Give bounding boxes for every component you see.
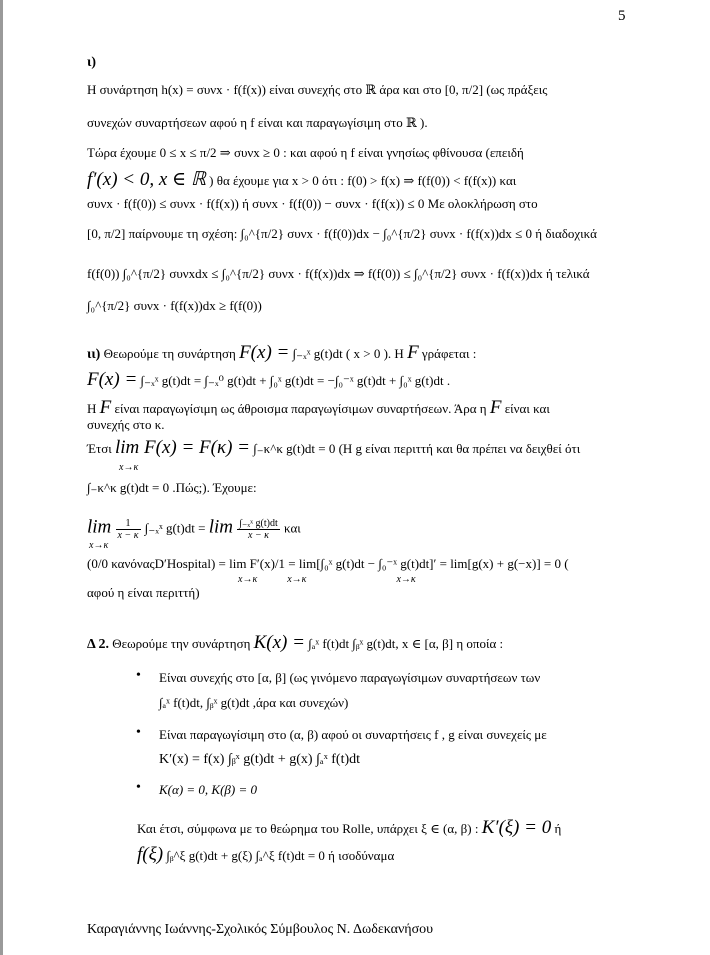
footer-author: Καραγιάννης Ιωάννης-Σχολικός Σύμβουλος Ν. Δωδεκανήσου	[87, 922, 434, 937]
bullet-1-line-1: Είναι συνεχής στο [α, β] (ως γινόμενο παραγωγίσιμων συναρτήσεων των	[159, 670, 541, 685]
limit-subscript-2: x→κ	[89, 540, 109, 551]
derivative-condition: f′(x) < 0, x ∈ ℝ	[87, 169, 206, 190]
symbol-F-2: F	[99, 397, 112, 418]
text-line-9a: Θεωρούμε τη συνάρτηση	[103, 346, 236, 361]
text-line-7: f(f(0)) ∫₀^{π/2} συνxdx ≤ ∫₀^{π/2} συνx · f(f(x))dx ⇒ f(f(0)) ≤ ∫₀^{π/2} συνx · f(f(x))dx ή τελικά	[87, 266, 590, 281]
text-line-18a: Θεωρούμε την συνάρτηση	[112, 636, 251, 651]
text-line-8: ∫₀^{π/2} συνx · f(f(x))dx ≥ f(f(0))	[87, 298, 262, 313]
part-d2-label: Δ 2.	[87, 637, 110, 652]
text-line-16: (0/0 κανόναςD′Hospital) = lim F′(x)/1 = lim[∫₀ˣ g(t)dt − ∫₀⁻ˣ g(t)dt]′ = lim[g(x) + g(−x)] = 0 (	[87, 556, 569, 571]
bullet-3-line: K(α) = 0, K(β) = 0	[159, 782, 258, 797]
fraction-1-over-x-minus-k: $\frac{1}{x - \kappa}$	[117, 518, 139, 541]
bullet-1-line-2: ∫ₐˣ f(t)dt, ∫ᵦˣ g(t)dt ,άρα και συνεχών)	[159, 695, 349, 710]
bullet-2-line-2: K′(x) = f(x) ∫ᵦˣ g(t)dt + g(x) ∫ₐˣ f(t)dt	[159, 752, 361, 767]
text-line-13c: ∫₋κ^κ g(t)dt = 0 (Η g είναι περιττή και θα πρέπει να δειχθεί ότι	[253, 441, 581, 456]
text-line-9e: γράφεται :	[421, 346, 477, 361]
part-i-label: ι)	[87, 55, 97, 70]
text-line-1: Η συνάρτηση h(x) = συνx · f(f(x)) είναι συνεχής στο ℝ άρα και στο [0, π/2] (ως πράξεις	[87, 82, 548, 97]
bullet-2: •	[136, 725, 141, 740]
text-line-18c: ∫ₐˣ f(t)dt ∫ᵦˣ g(t)dt, x ∈ [α, β] η οποία :	[308, 636, 504, 651]
text-line-19a: Και έτσι, σύμφωνα με το θεώρημα του Rolle, υπάρχει ξ ∈ (α, β) :	[137, 821, 479, 836]
page-number: 5	[618, 8, 626, 24]
bullet-1: •	[136, 668, 141, 683]
text-line-11a: Η	[87, 401, 97, 416]
limit-subscript-1: x→κ	[119, 462, 139, 473]
limit-F: lim F(x) = F(κ) =	[115, 437, 250, 458]
text-kai: και	[284, 520, 301, 536]
text-line-14: ∫₋κ^κ g(t)dt = 0 .Πώς;). Έχουμε:	[87, 480, 257, 495]
text-line-10: ∫₋ₓˣ g(t)dt = ∫₋ₓ⁰ g(t)dt + ∫₀ˣ g(t)dt = −∫₀⁻ˣ g(t)dt + ∫₀ˣ g(t)dt .	[140, 373, 451, 388]
part-ii-label: ιι)	[87, 347, 101, 362]
bullet-2-line-1: Είναι παραγωγίσιμη στο (α, β) αφού οι συναρτήσεις f , g είναι συνεχείς με	[159, 727, 547, 742]
text-line-9c: ∫₋ₓˣ g(t)dt ( x > 0 ). Η	[292, 346, 404, 361]
page-left-border	[0, 0, 3, 955]
text-line-4: ) θα έχουμε για x > 0 ότι : f(0) > f(x) ⇒ f(f(0)) < f(f(x)) και	[209, 173, 517, 188]
bullet-3: •	[136, 780, 141, 795]
limit-subscripts-3: x→κ x→κ x→κ	[238, 574, 416, 585]
symbol-F: F	[407, 342, 419, 363]
rolle-result: K′(ξ) = 0	[481, 817, 552, 838]
text-line-12: συνεχής στο κ.	[87, 417, 165, 432]
text-line-19c: ή	[554, 821, 562, 836]
text-line-20: ∫ᵦ^ξ g(t)dt + g(ξ) ∫ₐ^ξ f(t)dt = 0 ή ισοδύναμα	[166, 848, 395, 863]
integral-g: ∫₋ₓˣ g(t)dt =	[144, 520, 206, 536]
function-F-lhs: F(x) =	[87, 369, 138, 390]
function-F-def: F(x) =	[239, 342, 290, 363]
text-line-17: αφού η είναι περιττή)	[87, 585, 200, 600]
text-line-5: συνx · f(f(0)) ≤ συνx · f(f(x)) ή συνx · f(f(0)) − συνx · f(f(x)) ≤ 0 Με ολοκλήρωση στο	[87, 196, 538, 211]
symbol-F-3: F	[489, 397, 502, 418]
text-line-2: συνεχών συναρτήσεων αφού η f είναι και παραγωγίσιμη στο ℝ ).	[87, 115, 428, 130]
fraction-integral-over-x-minus-k: $\frac{\text{∫₋ₓˣ g(t)dt}}{x - \kappa}$	[239, 518, 278, 541]
limit-label-2: lim	[208, 516, 233, 538]
limit-label-1: lim	[87, 516, 112, 538]
f-of-xi: f(ξ)	[137, 844, 164, 865]
text-line-11e: είναι και	[504, 401, 550, 416]
text-line-6: [0, π/2] παίρνουμε τη σχέση: ∫₀^{π/2} συνx · f(f(0))dx − ∫₀^{π/2} συνx · f(f(x))dx ≤ 0 ή διαδοχικά	[87, 226, 597, 241]
text-line-3: Τώρα έχουμε 0 ≤ x ≤ π/2 ⇒ συνx ≥ 0 : και αφού η f είναι γνησίως φθίνουσα (επειδή	[87, 145, 524, 160]
text-line-13a: Έτσι	[87, 441, 112, 456]
function-K-def: K(x) =	[253, 632, 305, 653]
text-line-11c: είναι παραγωγίσιμη ως άθροισμα παραγωγίσιμων συναρτήσεων. Άρα η	[114, 401, 487, 416]
